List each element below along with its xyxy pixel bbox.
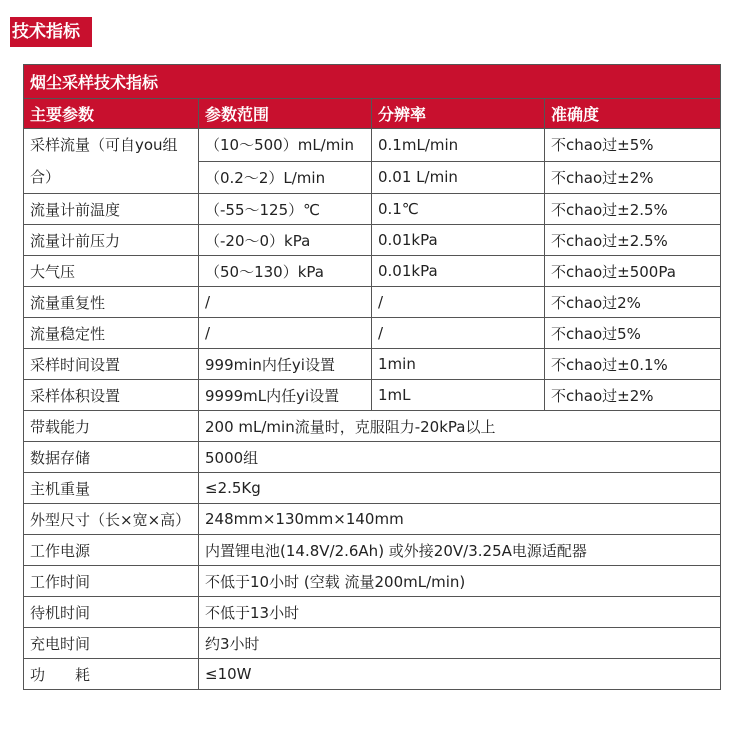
value-cell: 不低于13小时: [199, 597, 721, 628]
range-cell: （50～130）kPa: [199, 256, 372, 287]
range-cell: /: [199, 318, 372, 349]
accuracy-cell: 不chao过±500Pa: [545, 256, 721, 287]
range-cell: （10～500）mL/min: [199, 129, 372, 162]
param-cell: 待机时间: [24, 597, 199, 628]
resolution-cell: /: [372, 287, 545, 318]
header-range: 参数范围: [199, 99, 372, 129]
accuracy-cell: 不chao过±0.1%: [545, 349, 721, 380]
param-cell: 采样时间设置: [24, 349, 199, 380]
table-row: [24, 194, 721, 225]
table-row: [24, 411, 721, 442]
range-cell: （-20～0）kPa: [199, 225, 372, 256]
table-row: [24, 318, 721, 349]
param-cell: 流量重复性: [24, 287, 199, 318]
resolution-cell: 1min: [372, 349, 545, 380]
range-cell: 999min内任yi设置: [199, 349, 372, 380]
resolution-cell: 0.01kPa: [372, 225, 545, 256]
param-cell: 功 耗: [24, 659, 199, 690]
accuracy-cell: 不chao过2%: [545, 287, 721, 318]
param-cell: 外型尺寸（长×宽×高）: [24, 504, 199, 535]
accuracy-cell: 不chao过±2%: [545, 161, 721, 194]
header-resolution: 分辨率: [372, 99, 545, 129]
value-cell: 内置锂电池(14.8V/2.6Ah) 或外接20V/3.25A电源适配器: [199, 535, 721, 566]
param-cell: 充电时间: [24, 628, 199, 659]
resolution-cell: 0.1mL/min: [372, 129, 545, 162]
table-row: [24, 473, 721, 504]
resolution-cell: 1mL: [372, 380, 545, 411]
resolution-cell: 0.01kPa: [372, 256, 545, 287]
table-row: [24, 129, 721, 162]
param-cell: 流量稳定性: [24, 318, 199, 349]
table-row: [24, 504, 721, 535]
param-cell: 流量计前温度: [24, 194, 199, 225]
value-cell: ≤2.5Kg: [199, 473, 721, 504]
table-row: [24, 442, 721, 473]
header-accuracy: 准确度: [545, 99, 721, 129]
value-cell: 不低于10小时 (空载 流量200mL/min): [199, 566, 721, 597]
range-cell: （0.2～2）L/min: [199, 161, 372, 194]
resolution-cell: 0.01 L/min: [372, 161, 545, 194]
table-row: [24, 597, 721, 628]
value-cell: ≤10W: [199, 659, 721, 690]
table-row: [24, 256, 721, 287]
param-cell: 数据存储: [24, 442, 199, 473]
accuracy-cell: 不chao过5%: [545, 318, 721, 349]
range-cell: （-55～125）℃: [199, 194, 372, 225]
accuracy-cell: 不chao过±2.5%: [545, 225, 721, 256]
table-row: [24, 628, 721, 659]
table-row: [24, 225, 721, 256]
param-cell: 主机重量: [24, 473, 199, 504]
resolution-cell: /: [372, 318, 545, 349]
range-cell: /: [199, 287, 372, 318]
param-cell: 工作时间: [24, 566, 199, 597]
table-row: [24, 380, 721, 411]
table-title-row: [24, 65, 721, 99]
value-cell: 200 mL/min流量时，克服阻力-20kPa以上: [199, 411, 721, 442]
value-cell: 5000组: [199, 442, 721, 473]
accuracy-cell: 不chao过±2.5%: [545, 194, 721, 225]
param-cell: 大气压: [24, 256, 199, 287]
value-cell: 248mm×130mm×140mm: [199, 504, 721, 535]
accuracy-cell: 不chao过±5%: [545, 129, 721, 162]
param-cell: 流量计前压力: [24, 225, 199, 256]
header-param: 主要参数: [24, 99, 199, 129]
table-row: [24, 287, 721, 318]
table-row: [24, 535, 721, 566]
accuracy-cell: 不chao过±2%: [545, 380, 721, 411]
resolution-cell: 0.1℃: [372, 194, 545, 225]
param-cell: 采样流量（可自you组合）: [24, 129, 199, 194]
table-title: 烟尘采样技术指标: [24, 65, 721, 99]
param-cell: 带载能力: [24, 411, 199, 442]
param-cell: 工作电源: [24, 535, 199, 566]
range-cell: 9999mL内任yi设置: [199, 380, 372, 411]
spec-table: [23, 64, 721, 690]
table-header-row: [24, 99, 721, 129]
table-row: [24, 659, 721, 690]
table-row: [24, 349, 721, 380]
param-cell: 采样体积设置: [24, 380, 199, 411]
table-row: [24, 566, 721, 597]
section-title: 技术指标: [10, 17, 92, 47]
value-cell: 约3小时: [199, 628, 721, 659]
